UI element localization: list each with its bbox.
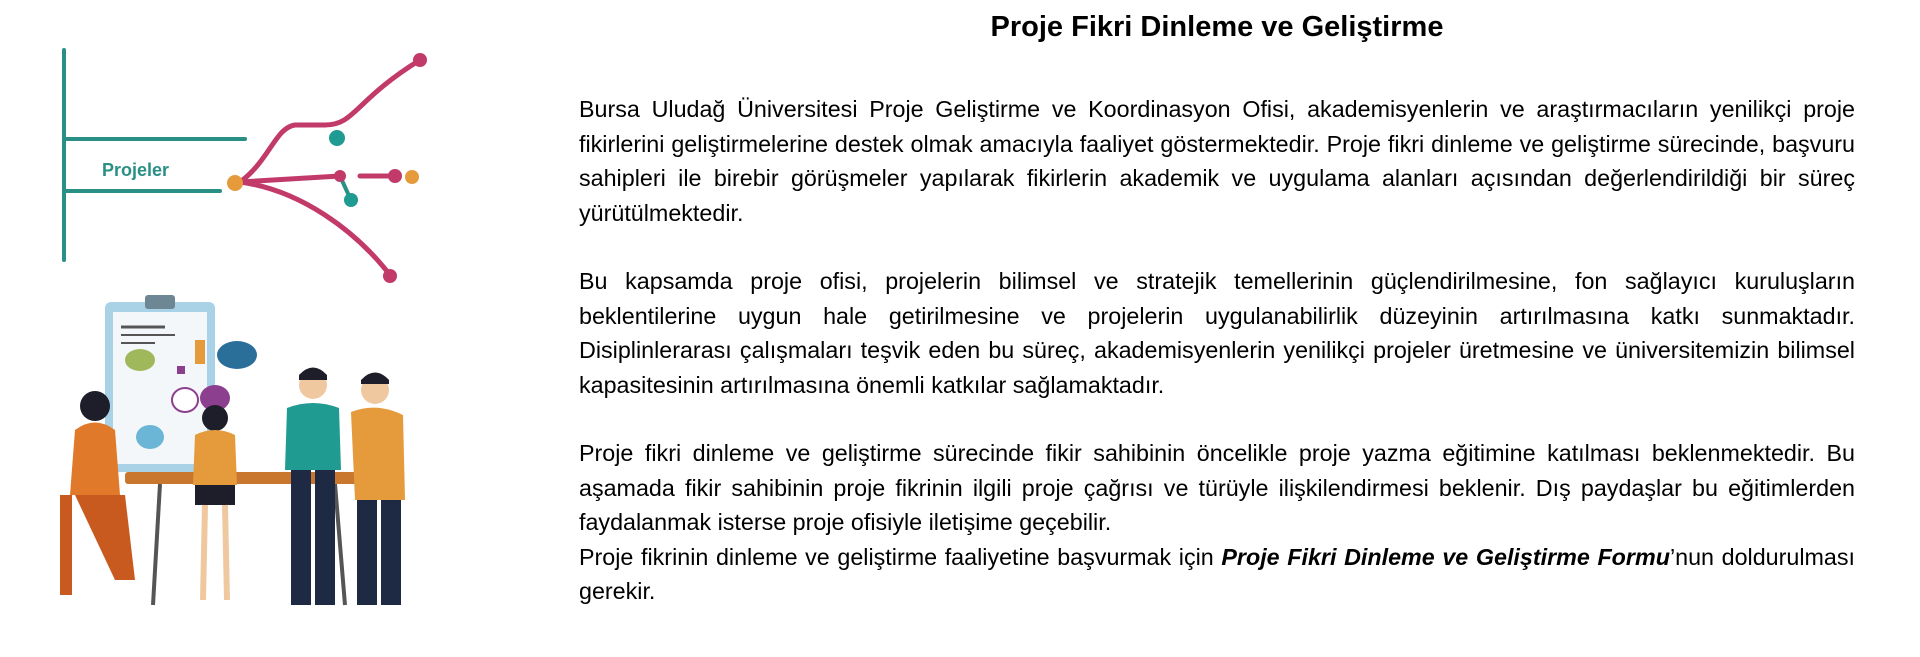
paragraph-scope: Bu kapsamda proje ofisi, projelerin bilimsel ve stratejik temellerinin güçlendirilmesine, fon sağlayıcı kuruluşların beklentilerine uygun hale getirilmesine ve projelerin uygulanabilirlik düzeyinin artırılmasına katkı sunmaktadır. Disiplinlerarası çalışmaları teşvik eden bu süreç, akademisyenlerin yenilikçi projeler üretmesine ve üniversitemizin bilimsel kapasitesinin artırılmasına önemli katkılar sağlamaktadır. — [579, 268, 1855, 398]
paragraph-application — [579, 540, 1855, 609]
page-title: Proje Fikri Dinleme ve Geliştirme — [990, 11, 1444, 43]
projects-illustration — [55, 40, 455, 620]
main-content — [579, 0, 1855, 609]
projects-roadmap-illustration — [55, 40, 455, 620]
application-form-link[interactable]: Proje Fikri Dinleme ve Geliştirme Formu — [1221, 543, 1670, 570]
paragraph-process: Proje fikri dinleme ve geliştirme sürecinde fikir sahibinin öncelikle proje yazma eğitimine katılması beklenmektedir. Bu aşamada fikir sahibinin proje fikrinin ilgili proje çağrısı ve türüyle ilişkilendirmesi beklenir. Dış paydaşlar bu eğitimlerden faydalanmak isterse proje ofisiyle iletişime geçebilir. — [579, 440, 1855, 535]
application-text-before: Proje fikrinin dinleme ve geliştirme faaliyetine başvurmak için — [579, 543, 1222, 570]
paragraph-intro: Bursa Uludağ Üniversitesi Proje Geliştirme ve Koordinasyon Ofisi, akademisyenlerin ve araştırmacıların yenilikçi proje fikirlerini geliştirmelerine destek olmak amacıyla faaliyet göstermektedir. Proje fikri dinleme ve geliştirme sürecinde, başvuru sahipleri ile birebir görüşmeler yapılarak fikirlerin akademik ve uygulama alanları açısından değerlendirildiği bir süreç yürütülmektedir. — [579, 96, 1855, 226]
team-meeting-graphic — [60, 295, 405, 605]
application-text-after: ’nun doldurulması gerekir. — [579, 543, 1855, 604]
projects-label: Projeler — [102, 160, 170, 180]
